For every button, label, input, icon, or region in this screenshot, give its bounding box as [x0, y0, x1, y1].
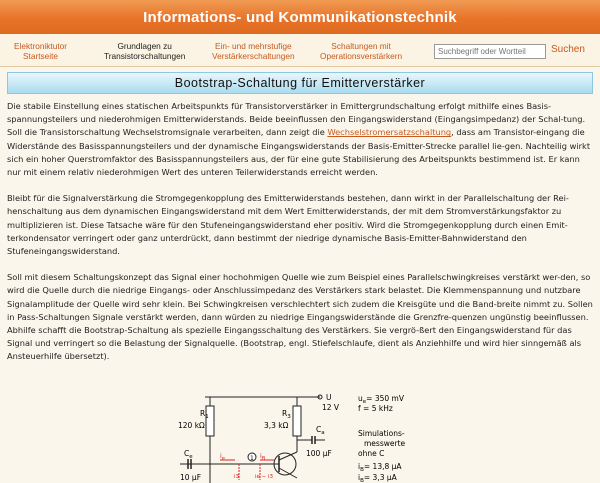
sim-label: Simulations- [358, 429, 405, 438]
search-input[interactable] [434, 44, 546, 59]
ca-value: 100 µF [306, 449, 332, 458]
frequency-label: f = 5 kHz [358, 404, 393, 413]
nav-label: Schaltungen mit [331, 41, 391, 51]
nav-item-verstaerker[interactable] [212, 42, 295, 61]
main-nav [0, 34, 600, 67]
paragraph-text: , dass am Transistor-eingang die Widerstände des Basisspannungsteilers und der dynamische Eingangswiderstands der Basis-Emitter-Strecke parallel lie-gen. Nachteilig wirkt sich ein hoher Querstromfaktor des Basisspannungsteilers aus, der für eine gute Stabilisierung des Arbeitspunkts bestimmend ist. Er kann nur mit einem relativ niederohmigen Wert des unteren Teilerwiderstands erreicht werden. [7, 127, 591, 178]
svg-text:1: 1 [250, 455, 254, 462]
svg-text:iB: $i_B$ [260, 452, 266, 462]
paragraph-1 [7, 100, 595, 179]
site-title: Informations- und Kommunikationstechnik [143, 8, 457, 26]
nav-item-startseite[interactable] [14, 42, 67, 61]
nav-item-operationsverstaerker[interactable] [320, 42, 402, 61]
nav-label: Elektroniktutor [14, 41, 68, 51]
paragraph-2: Bleibt für die Signalverstärkung die Stromgegenkopplung des Emitterwiderstands bestehen, dann wirkt in der Parallelschaltung der Rei-henschaltung aus dem dynamischen Eingangswiderstand mit dem Wert Emitterwiderstands, der mit dem Stromverstärkungsfaktor zu multiplizieren ist. Diese Tatsache wäre für den Stufeneingangswiderstand eher positiv. Wird die Stromgegenkopplung durch einen Emit-terkondensator verringert oder ganz unterdrückt, dann bestimmt der niedrige dynamische Basis-Emitter-Bahnwiderstand den Stufeneingangswiderstand. [7, 193, 569, 257]
svg-text:R1: $R_1$ [200, 409, 209, 420]
svg-text:Ca: $C_a$ [316, 425, 325, 436]
svg-text:ie: $i_e$ [220, 452, 225, 462]
page-title-bar [7, 72, 593, 94]
svg-text:R3: $R_3$ [282, 409, 291, 420]
nav-label: Operationsverstärkern [320, 50, 403, 61]
nav-label: Transistorschaltungen [104, 50, 186, 61]
article-body [7, 100, 595, 377]
svg-text:Ce: $C_e$ [184, 449, 193, 460]
resistor-r1 [206, 406, 214, 436]
nav-item-grundlagen[interactable] [104, 42, 185, 61]
nav-label: Grundlagen zu [117, 41, 172, 51]
nav-label: Startseite [22, 50, 59, 61]
wechselstromersatzschaltung-link[interactable]: Wechselstromersatzschaltung [327, 127, 452, 138]
ohne-c-label: ohne C [358, 449, 385, 458]
bootstrap-circuit-diagram [160, 392, 440, 483]
r3-value: 3,3 kΩ [264, 421, 289, 430]
ie-minus-i3-label: ie − i3 [255, 474, 274, 480]
resistor-r3 [293, 406, 301, 436]
svg-text:iB= 13,8 µA: $i_B= 13,8$ µA [358, 462, 402, 473]
sim-label: messwerte [364, 439, 406, 448]
svg-text:iB= 3,3 µA: $i_B= 3,3$ µA [358, 473, 397, 483]
paragraph-3: Soll mit diesem Schaltungskonzept das Signal einer hochohmigen Quelle wie zum Beispiel eines Parallelschwingkreises verstärkt wer-den, so wird die Quelle durch die niedrige Eingangs- oder Anschlussimpedanz des Verstärkers stark belastet. Die Klemmenspannung und nutzbare Signalamplitude der Quelle wird sehr klein. Bei Schwingkreisen verschlechtert sich zudem die Kreisgüte und die Band-breite nimmt zu. Sollen in Pass-Schaltungen Signale verstärkt werden, dann würden zu niedrige Eingangswiderstände die Grenzfre-quenzen ungünstig beeinflussen. Abhilfe schafft die Bootstrap-Schaltung als spezielle Eingangsschaltung des Verstärkers. Sie vergrö-ßert den Eingangswiderstand für das Signal und verringert so die Belastung der Signalquelle. (Bootstrap, engl. Stiefelschlaufe, dient als Anziehhilfe und wird hier sinngemäß als Ansteuerhilfe übersetzt). [7, 272, 593, 362]
i3-label: i3 [234, 474, 240, 480]
page-title: Bootstrap-Schaltung für Emitterverstärker [174, 76, 426, 90]
nav-label: Ein- und mehrstufige [215, 41, 292, 51]
svg-text:ue= 350 mV: $u_e= 350$ mV [358, 394, 404, 405]
paragraph-text: Die stabile Einstellung eines statischen Arbeitspunkts für Transistorverstärker in Emittergrundschaltung erfolgt mithilfe eines Basis-spannungsteilers und niederohmigen Emitterwiderstands. Beide beeinflussen den Eingangswiderstand (Eingangsimpedanz) der Schal-tung. Soll die Transistorschaltung Wechselstromsignale verarbeiten, dann zeigt die [7, 101, 586, 138]
search-button[interactable]: Suchen [551, 44, 585, 55]
u-label: U [326, 393, 332, 402]
r1-value: 120 kΩ [178, 421, 205, 430]
site-banner [0, 0, 600, 34]
nav-label: Verstärkerschaltungen [212, 50, 295, 61]
ce-value: 10 µF [180, 473, 202, 482]
u-value: 12 V [322, 403, 340, 412]
